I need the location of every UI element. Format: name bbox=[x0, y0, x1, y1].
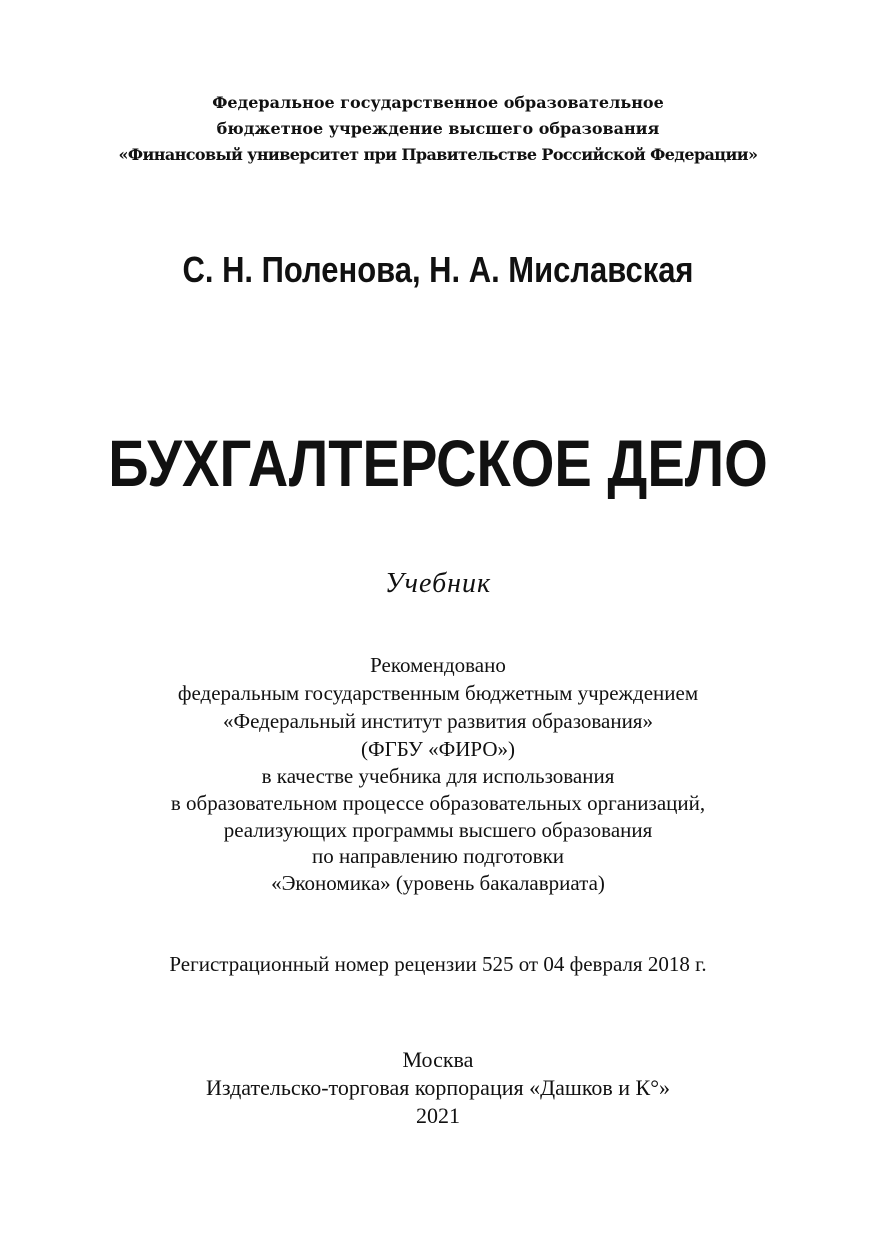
recommendation-line-9: «Экономика» (уровень бакалавриата) bbox=[271, 871, 605, 895]
publisher-name: Издательско-торговая корпорация «Дашков и К°» bbox=[205, 1075, 671, 1100]
registration-number: Регистрационный номер рецензии 525 от 04 февраля 2018 г. bbox=[169, 952, 707, 976]
recommendation-line-6: в образовательном процессе образовательных организаций, bbox=[170, 791, 706, 815]
book-subtitle: Учебник bbox=[384, 568, 492, 599]
institution-line-1: Федеральное государственное образовательное bbox=[212, 93, 664, 112]
recommendation-line-5: в качестве учебника для использования bbox=[261, 764, 615, 788]
institution-line-3: «Финансовый университет при Правительстве Российской Федерации» bbox=[118, 145, 758, 164]
recommendation-line-7: реализующих программы высшего образования bbox=[223, 818, 653, 842]
publisher-city: Москва bbox=[402, 1047, 474, 1072]
recommendation-line-8: по направлению подготовки bbox=[311, 844, 565, 868]
authors: С. Н. Поленова, Н. А. Миславская bbox=[182, 249, 694, 290]
recommendation-line-2: федеральным государственным бюджетным учреждением bbox=[177, 681, 699, 705]
book-title: БУХГАЛТЕРСКОЕ ДЕЛО bbox=[108, 426, 768, 500]
recommendation-line-1: Рекомендовано bbox=[370, 653, 506, 677]
recommendation-line-4: (ФГБУ «ФИРО») bbox=[360, 737, 515, 761]
publication-year: 2021 bbox=[416, 1103, 460, 1128]
institution-line-2: бюджетное учреждение высшего образования bbox=[216, 119, 660, 138]
recommendation-line-3: «Федеральный институт развития образования» bbox=[223, 709, 653, 733]
